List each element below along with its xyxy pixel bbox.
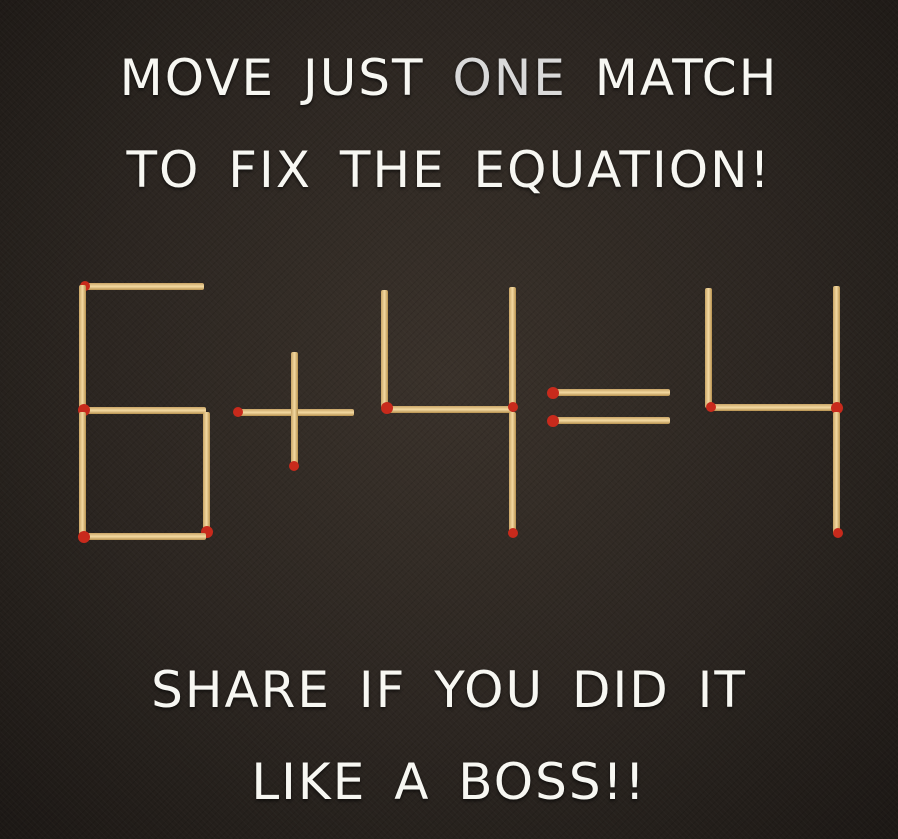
match-stick[interactable]: [79, 412, 86, 536]
match-head: [78, 531, 90, 543]
match-stick[interactable]: [509, 412, 516, 534]
footer-line-1: SHARE IF YOU DID IT: [151, 661, 747, 719]
match-head: [381, 402, 393, 414]
match-head: [289, 461, 299, 471]
match-head: [508, 528, 518, 538]
match-stick[interactable]: [381, 290, 388, 408]
plus-sign: [233, 352, 354, 471]
match-stick[interactable]: [833, 286, 840, 408]
match-stick[interactable]: [84, 283, 204, 290]
match-stick[interactable]: [84, 533, 206, 540]
heading-prefix: MOVE JUST: [119, 49, 453, 107]
heading-highlight: ONE: [452, 49, 567, 107]
match-head: [233, 407, 243, 417]
digit-four-right: [705, 286, 843, 538]
heading-line-2: TO FIX THE EQUATION!: [126, 141, 772, 199]
match-stick[interactable]: [84, 407, 206, 414]
match-head: [706, 402, 716, 412]
match-head: [508, 402, 518, 412]
match-head: [547, 387, 559, 399]
match-stick[interactable]: [833, 412, 840, 534]
digit-four-left: [381, 287, 518, 538]
match-stick[interactable]: [386, 406, 512, 413]
match-stick[interactable]: [203, 412, 210, 534]
match-stick[interactable]: [552, 417, 670, 424]
match-stick[interactable]: [705, 288, 712, 408]
match-stick[interactable]: [291, 352, 298, 468]
match-stick[interactable]: [509, 287, 516, 409]
equals-sign: [547, 387, 670, 427]
match-stick[interactable]: [552, 389, 670, 396]
footer-line-2: LIKE A BOSS!!: [251, 753, 647, 811]
heading-suffix: MATCH: [566, 49, 779, 107]
match-head: [547, 415, 559, 427]
digit-six: [78, 281, 213, 543]
match-stick[interactable]: [710, 404, 836, 411]
match-head: [833, 528, 843, 538]
match-stick[interactable]: [79, 285, 86, 408]
